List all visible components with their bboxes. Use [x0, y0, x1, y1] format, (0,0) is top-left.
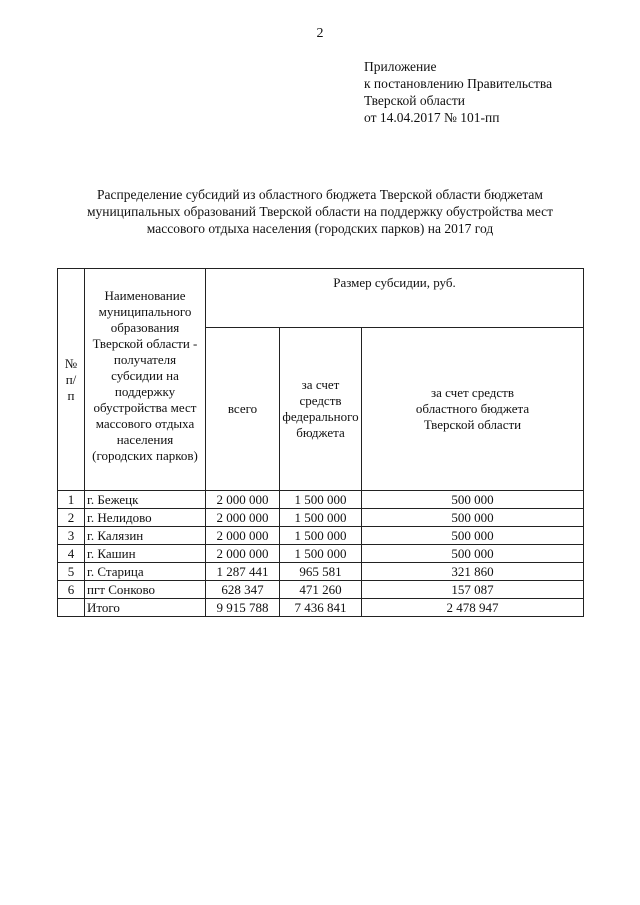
title-line: массового отдыха населения (городских парков) на 2017 год [146, 221, 494, 236]
row-total: 2 000 000 [206, 545, 280, 563]
title-line: муниципальных образований Тверской области на поддержку обустройства мест [86, 204, 554, 219]
header-num: № п/п [58, 269, 85, 491]
table-row [58, 527, 584, 545]
annex-line: к постановлению Правительства [364, 76, 553, 91]
row-federal: 7 436 841 [280, 599, 362, 617]
header-name: Наименование муниципального образования Тверской области - получателя субсидии на поддержку обустройства мест массового отдыха населения (городских парков) [85, 269, 206, 491]
row-total: 2 000 000 [206, 527, 280, 545]
row-federal: 965 581 [280, 563, 362, 581]
row-regional: 500 000 [362, 509, 584, 527]
header-total: всего [206, 328, 280, 491]
row-name: Итого [85, 599, 206, 617]
annex-line: Тверской области [364, 93, 465, 108]
row-federal: 1 500 000 [280, 509, 362, 527]
row-total: 1 287 441 [206, 563, 280, 581]
row-federal: 1 500 000 [280, 527, 362, 545]
row-num: 1 [58, 491, 85, 509]
row-num: 3 [58, 527, 85, 545]
row-num: 4 [58, 545, 85, 563]
row-num [58, 599, 85, 617]
header-regional: за счет средств областного бюджета Тверской области [362, 328, 584, 491]
row-federal: 471 260 [280, 581, 362, 599]
row-federal: 1 500 000 [280, 491, 362, 509]
annex-line: Приложение [364, 59, 437, 74]
header-federal: за счет средств федерального бюджета [280, 328, 362, 491]
table-row [58, 545, 584, 563]
row-total: 9 915 788 [206, 599, 280, 617]
row-total: 628 347 [206, 581, 280, 599]
document-title [60, 186, 580, 237]
row-num: 5 [58, 563, 85, 581]
row-name: г. Нелидово [85, 509, 206, 527]
page-number: 2 [316, 26, 324, 41]
table-row [58, 599, 584, 617]
row-num: 2 [58, 509, 85, 527]
row-name: г. Старица [85, 563, 206, 581]
row-name: пгт Сонково [85, 581, 206, 599]
table-row [58, 509, 584, 527]
row-regional: 321 860 [362, 563, 584, 581]
row-name: г. Кашин [85, 545, 206, 563]
row-regional: 500 000 [362, 491, 584, 509]
table-row [58, 581, 584, 599]
row-num: 6 [58, 581, 85, 599]
table-row [58, 563, 584, 581]
row-name: г. Калязин [85, 527, 206, 545]
row-regional: 2 478 947 [362, 599, 584, 617]
header-subsidy: Размер субсидии, руб. [206, 269, 584, 328]
annex-line: от 14.04.2017 № 101-пп [364, 110, 500, 125]
row-regional: 500 000 [362, 527, 584, 545]
annex-block [364, 58, 552, 126]
row-regional: 157 087 [362, 581, 584, 599]
row-name: г. Бежецк [85, 491, 206, 509]
row-federal: 1 500 000 [280, 545, 362, 563]
subsidy-table [57, 268, 584, 617]
table-row [58, 491, 584, 509]
row-total: 2 000 000 [206, 509, 280, 527]
row-total: 2 000 000 [206, 491, 280, 509]
title-line: Распределение субсидий из областного бюджета Тверской области бюджетам [97, 187, 543, 202]
row-regional: 500 000 [362, 545, 584, 563]
